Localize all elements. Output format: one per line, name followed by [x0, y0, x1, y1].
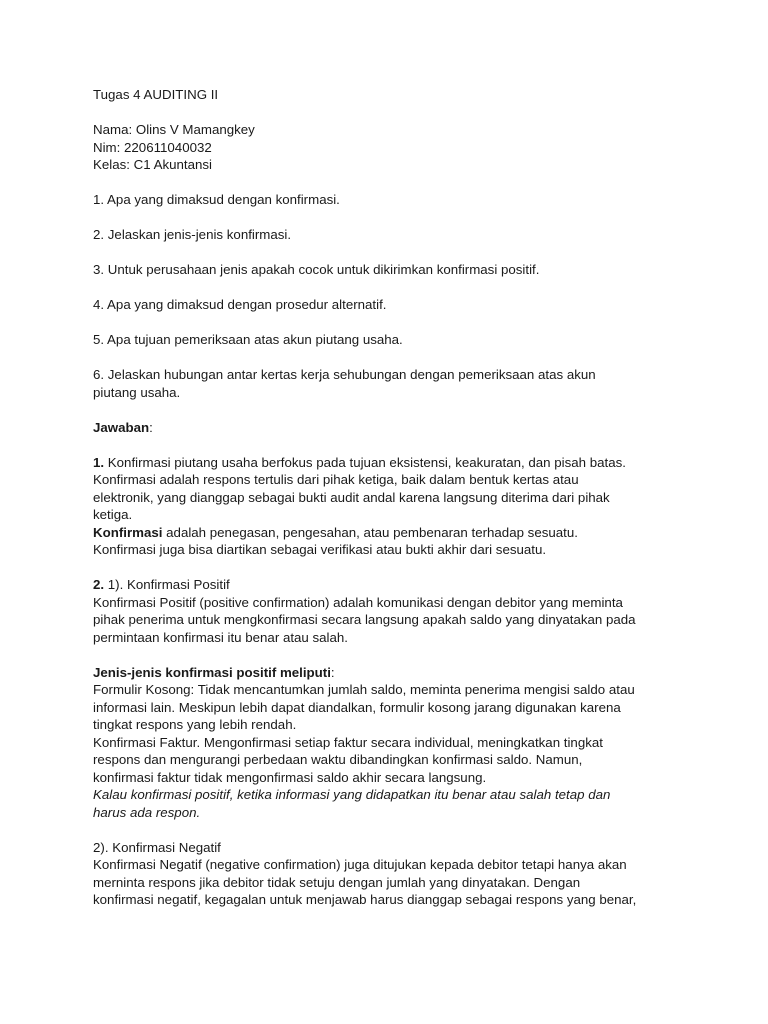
answer-1-line	[93, 454, 693, 472]
spacer	[93, 821, 693, 839]
answers-heading	[93, 419, 693, 437]
italic-note-line: harus ada respon.	[93, 804, 201, 820]
answer-2-number: 2.	[93, 577, 105, 592]
negative-confirmation-line: konfirmasi negatif, kegagalan untuk menjawab harus dianggap sebagai respons yang benar,	[93, 892, 637, 907]
positive-types-heading	[93, 664, 693, 682]
positive-confirmation-line: pihak penerima untuk mengkonfirmasi secara langsung apakah saldo yang dinyatakan pada	[93, 612, 636, 627]
spacer	[93, 646, 693, 664]
positive-types-heading-label: Jenis-jenis konfirmasi positif meliputi	[93, 664, 331, 680]
spacer	[93, 104, 693, 122]
document-page	[93, 86, 693, 909]
spacer	[93, 314, 693, 332]
student-name: Nama: Olins V Mamangkey	[93, 122, 255, 137]
student-nim: Nim: 220611040032	[93, 139, 212, 155]
answer-1-line: ketiga.	[93, 507, 133, 522]
answer-1-line: elektronik, yang dianggap sebagai bukti audit andal karena langsung diterima dari pihak	[93, 489, 610, 505]
positive-types-heading-colon: :	[330, 664, 335, 680]
spacer	[93, 174, 693, 192]
spacer	[93, 244, 693, 262]
document-title: Tugas 4 AUDITING II	[93, 87, 219, 102]
answers-heading-colon: :	[149, 419, 153, 435]
question-6: 6. Jelaskan hubungan antar kertas kerja sehubungan dengan pemeriksaan atas akun	[93, 367, 596, 382]
answer-1-text: Konfirmasi piutang usaha berfokus pada tujuan eksistensi, keakuratan, dan pisah batas.	[104, 454, 626, 470]
blank-form-line: Formulir Kosong: Tidak mencantumkan jumlah saldo, meminta penerima mengisi saldo atau	[93, 682, 635, 697]
spacer	[93, 349, 693, 367]
positive-confirmation-line: permintaan konfirmasi itu benar atau salah.	[93, 629, 348, 645]
answers-heading-label: Jawaban	[93, 419, 150, 435]
spacer	[93, 436, 693, 454]
spacer	[93, 209, 693, 227]
answer-2-heading	[93, 576, 693, 594]
student-class: Kelas: C1 Akuntansi	[93, 157, 213, 172]
question-1: 1. Apa yang dimaksud dengan konfirmasi.	[93, 192, 340, 207]
answer-1-number: 1.	[93, 454, 105, 470]
blank-form-line: informasi lain. Meskipun lebih dapat diandalkan, formulir kosong jarang digunakan karena	[93, 699, 621, 715]
blank-form-line: tingkat respons yang lebih rendah.	[93, 717, 297, 732]
negative-confirmation-line: merninta respons jika debitor tidak setuju dengan jumlah yang dinyatakan. Dengan	[93, 874, 581, 890]
question-5: 5. Apa tujuan pemeriksaan atas akun piutang usaha.	[93, 332, 403, 347]
italic-note-line: Kalau konfirmasi positif, ketika informasi yang didapatkan itu benar atau salah tetap dan	[93, 787, 611, 802]
question-2: 2. Jelaskan jenis-jenis konfirmasi.	[93, 227, 292, 242]
negative-confirmation-line: Konfirmasi Negatif (negative confirmation) juga ditujukan kepada debitor tetapi hanya akan	[93, 857, 627, 872]
answer-2-subheading-negative: 2). Konfirmasi Negatif	[93, 839, 221, 855]
positive-confirmation-line: Konfirmasi Positif (positive confirmation) adalah komunikasi dengan debitor yang meminta	[93, 594, 623, 610]
answer-1-line: Konfirmasi juga bisa diartikan sebagai verifikasi atau bukti akhir dari sesuatu.	[93, 542, 547, 557]
answer-1-line: Konfirmasi adalah respons tertulis dari pihak ketiga, baik dalam bentuk kertas atau	[93, 472, 579, 487]
invoice-confirmation-line: konfirmasi faktur tidak mengonfirmasi saldo akhir secara langsung.	[93, 769, 487, 785]
spacer	[93, 559, 693, 577]
question-3: 3. Untuk perusahaan jenis apakah cocok untuk dikirimkan konfirmasi positif.	[93, 262, 540, 277]
invoice-confirmation-line: Konfirmasi Faktur. Mengonfirmasi setiap faktur secara individual, meningkatkan tingkat	[93, 734, 603, 750]
spacer	[93, 401, 693, 419]
answer-1-definition-text: adalah penegasan, pengesahan, atau pembenaran terhadap sesuatu.	[162, 524, 578, 540]
answer-2-subheading-positive: 1). Konfirmasi Positif	[104, 577, 230, 592]
answer-1-term: Konfirmasi	[93, 524, 163, 540]
spacer	[93, 279, 693, 297]
question-6-continued: piutang usaha.	[93, 384, 181, 400]
answer-1-definition	[93, 524, 693, 542]
question-4: 4. Apa yang dimaksud dengan prosedur alternatif.	[93, 297, 387, 312]
invoice-confirmation-line: respons dan mengurangi perbedaan waktu dibandingkan konfirmasi saldo. Namun,	[93, 752, 583, 767]
